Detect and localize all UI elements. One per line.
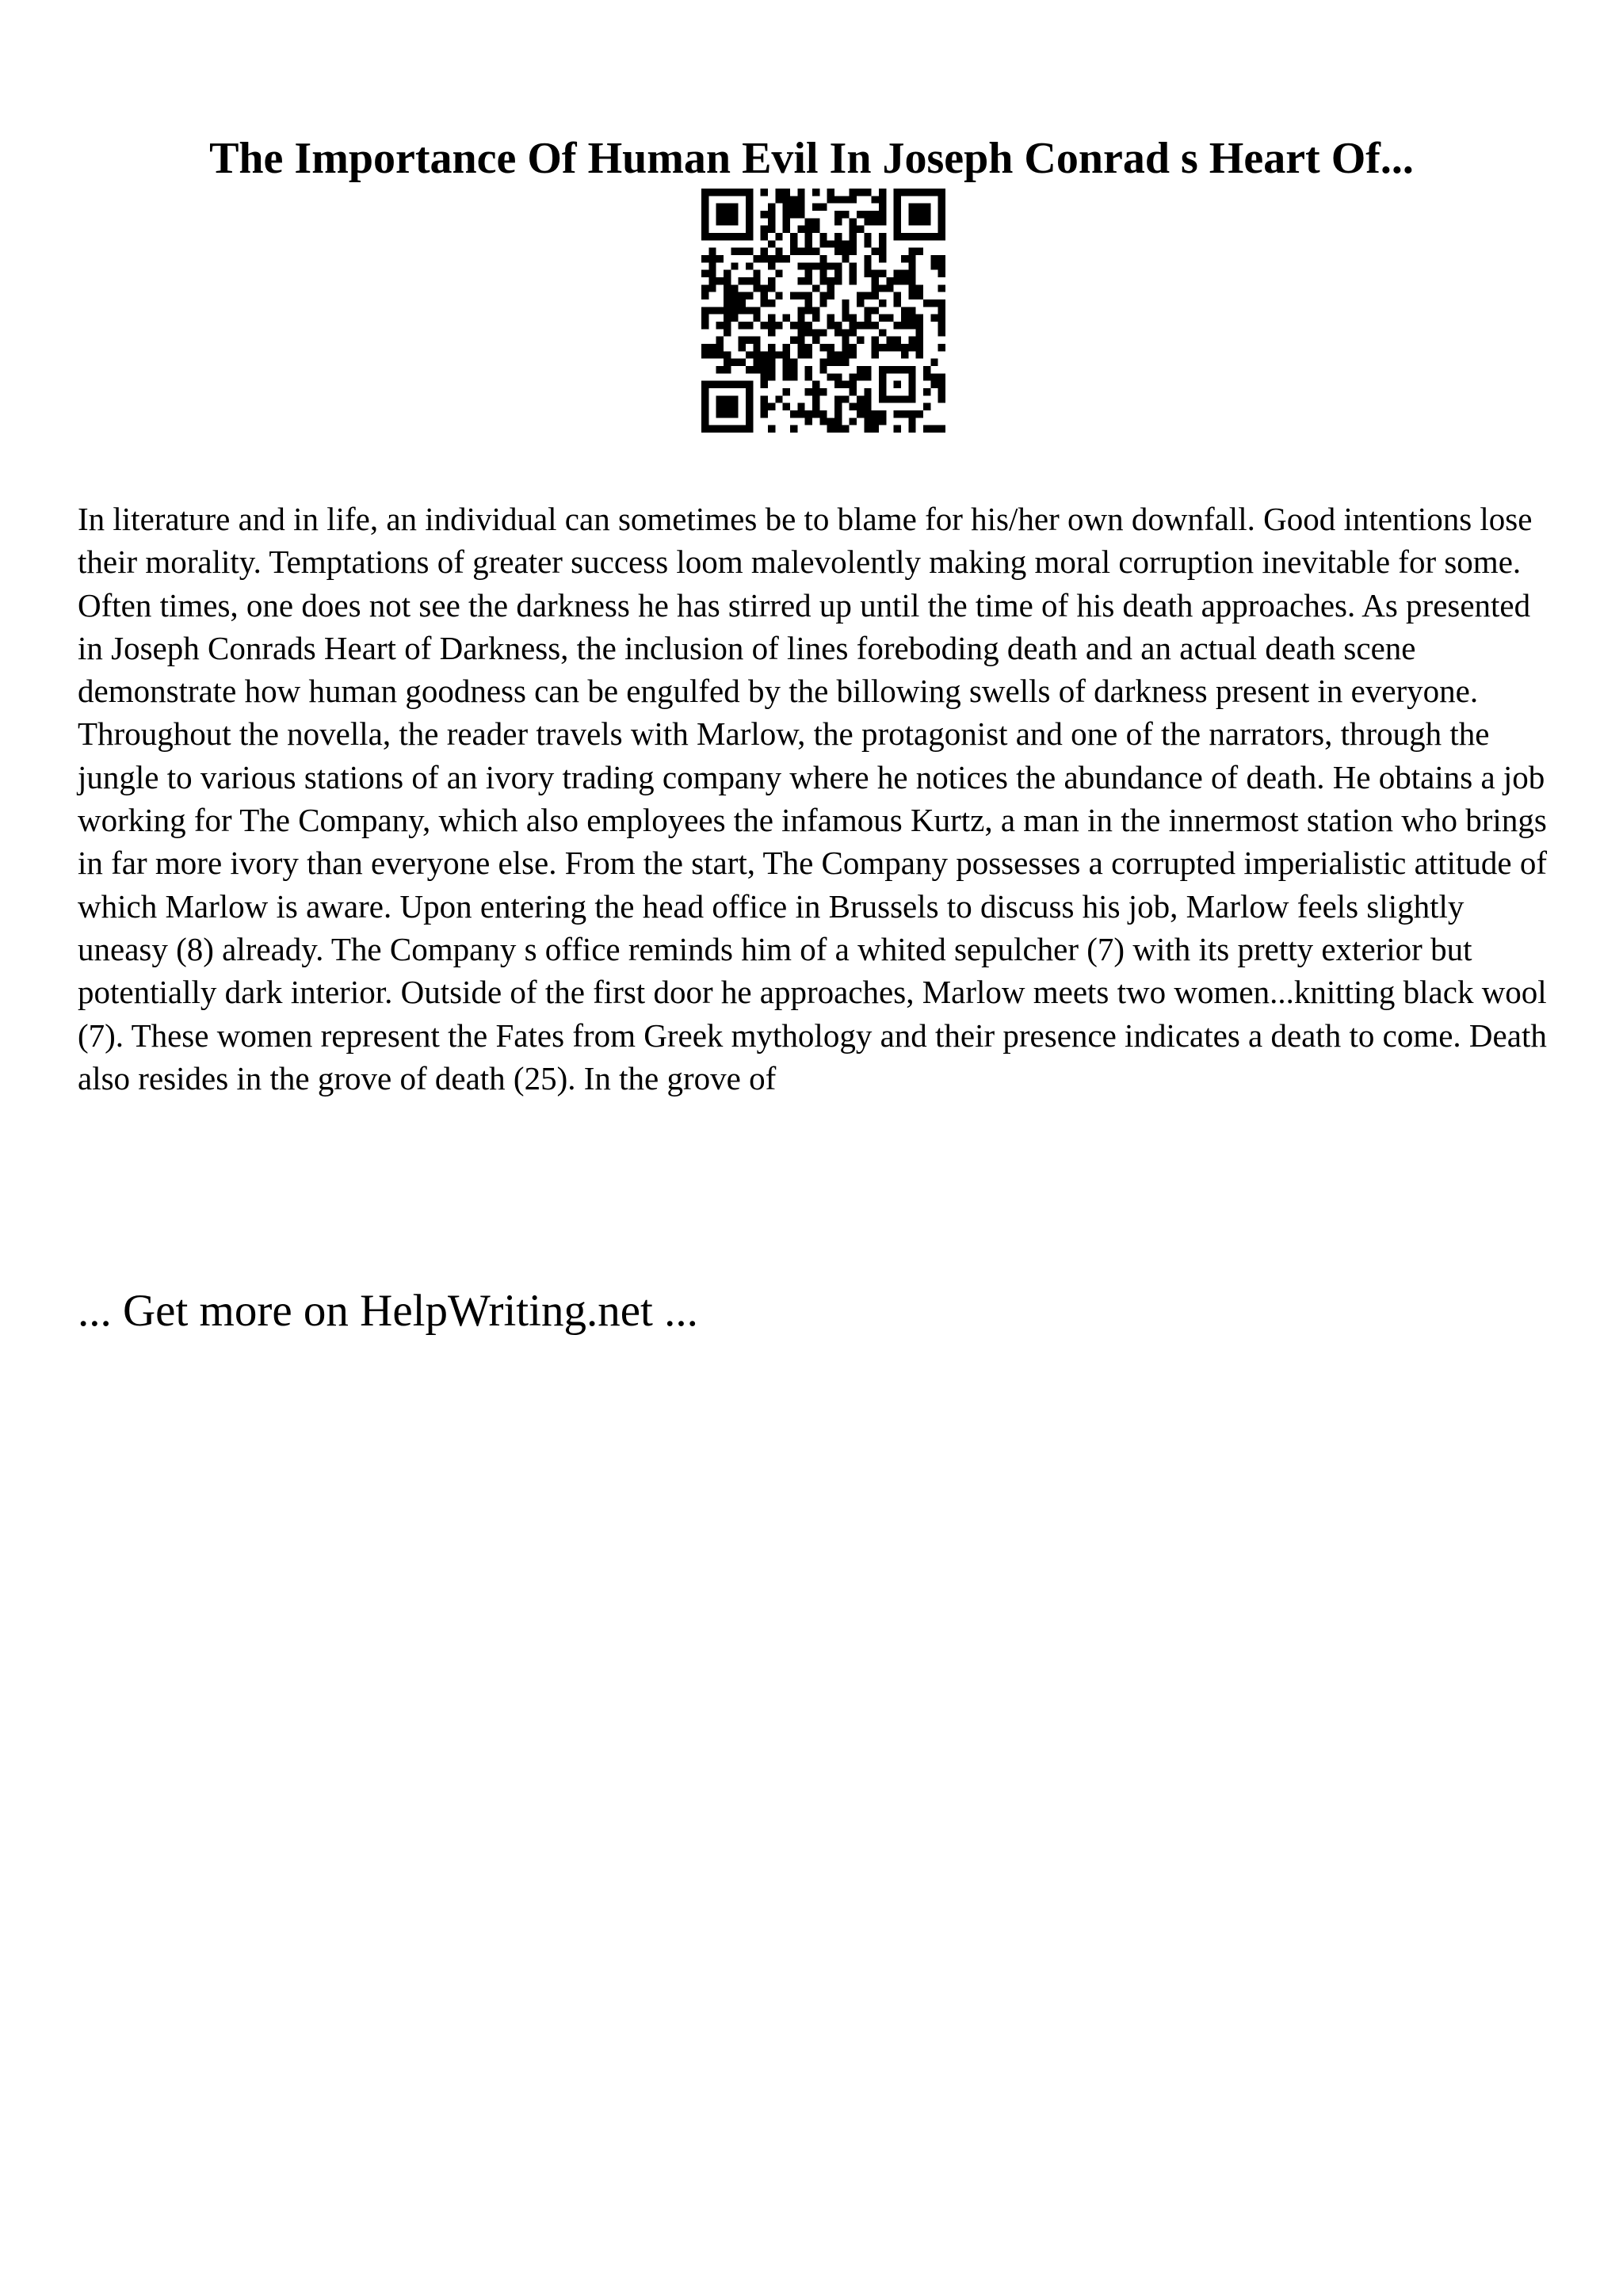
page-title: The Importance Of Human Evil In Joseph Conrad s Heart Of...: [209, 133, 1414, 183]
essay-body: [78, 498, 1552, 1100]
qr-code[interactable]: [701, 189, 945, 433]
paragraph: Throughout the novella, the reader travels with Marlow, the protagonist and one of the narrators, through the jungle to various stations of an ivory trading company where he notices the abundance of death. He obtains a job working for The Company, which also employees the infamous Kurtz, a man in the innermost station who brings in far more ivory than everyone else. From the start, The Company possesses a corrupted imperialistic attitude of which Marlow is aware. Upon entering the head office in Brussels to discuss his job, Marlow feels slightly uneasy (8) already. The Company s office reminds him of a whited sepulcher (7) with its pretty exterior but potentially dark interior. Outside of the first door he approaches, Marlow meets two women...knitting black wool (7). These women represent the Fates from Greek mythology and their presence indicates a death to come. Death also resides in the grove of death (25). In the grove of: [78, 715, 1547, 1097]
qr-code-icon: [701, 189, 945, 433]
get-more-link[interactable]: ... Get more on HelpWriting.net ...: [78, 1286, 698, 1336]
paragraph: In literature and in life, an individual can sometimes be to blame for his/her own downfall. Good intentions lose their morality. Temptations of greater success loom malevolently making moral corruption inevitable for some. Often times, one does not see the darkness he has stirred up until the time of his death approaches. As presented in Joseph Conrads Heart of Darkness, the inclusion of lines foreboding death and an actual death scene demonstrate how human goodness can be engulfed by the billowing swells of darkness present in everyone.: [78, 501, 1533, 710]
